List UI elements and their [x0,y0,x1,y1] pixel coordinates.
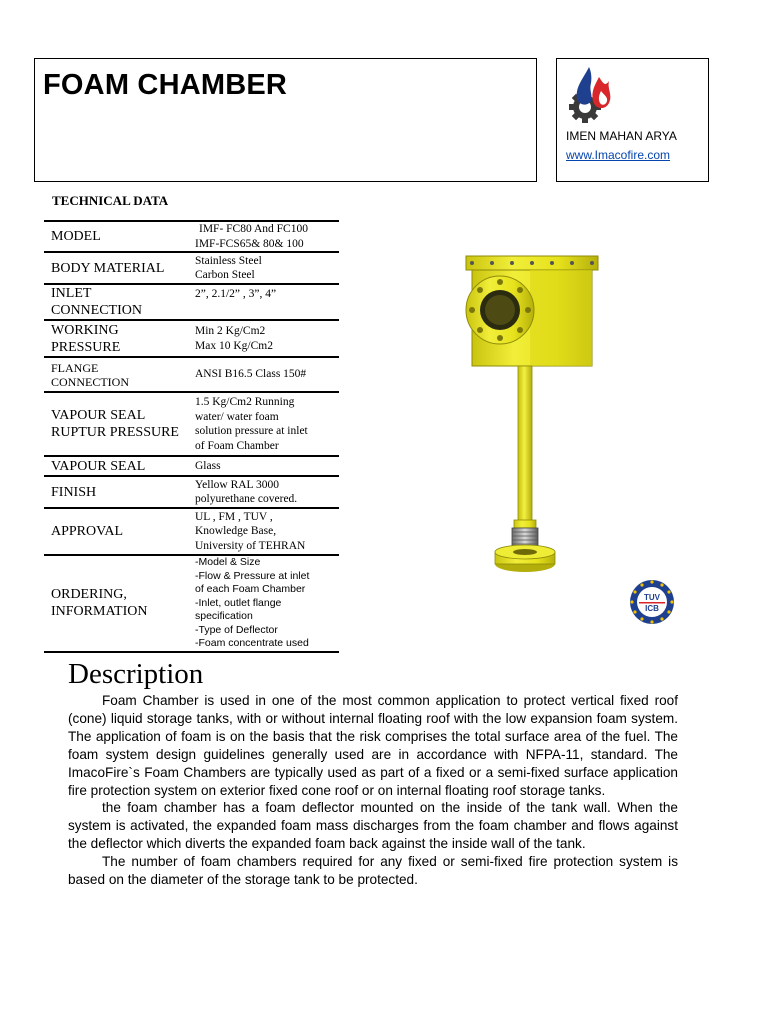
table-row [44,555,339,652]
row-value: ANSI B16.5 Class 150# [195,357,339,392]
website-link[interactable]: www.Imacofire.com [566,148,671,162]
row-key: FLANGE CONNECTION [44,357,195,392]
company-name: IMEN MAHAN ARYA [566,129,677,143]
row-key: APPROVAL [44,508,195,555]
row-key: VAPOUR SEAL RUPTUR PRESSURE [44,392,195,456]
table-row [44,456,339,476]
row-value: Stainless Steel Carbon Steel [195,252,339,284]
row-key: VAPOUR SEAL [44,456,195,476]
row-value: Min 2 Kg/Cm2 Max 10 Kg/Cm2 [195,320,339,357]
badge-bottom-text: ICB [645,604,659,613]
row-key: WORKING PRESSURE [44,320,195,357]
badge-top-text: TUV [644,593,660,602]
row-value: IMF- FC80 And FC100 IMF-FCS65& 80& 100 [195,221,339,252]
row-value: Glass [195,456,339,476]
table-row [44,221,339,252]
foam-chamber-product-image [460,252,610,582]
table-row [44,508,339,555]
imaco-logo-icon [565,65,617,127]
company-logo-box [556,58,709,182]
table-row [44,320,339,357]
row-key: FINISH [44,476,195,508]
title-box [34,58,537,182]
row-value: UL , FM , TUV , Knowledge Base, University of TEHRAN [195,508,339,555]
row-key: INLET CONNECTION [44,284,195,320]
page-title: FOAM CHAMBER [43,69,288,101]
description-paragraph: The number of foam chambers required for any fixed or semi-fixed fire protection system is based on the diameter of the storage tank to be protected. [68,854,678,888]
tuv-icb-badge-icon [624,578,680,626]
row-value: Yellow RAL 3000 polyurethane covered. [195,476,339,508]
row-value: 1.5 Kg/Cm2 Running water/ water foam solution pressure at inlet of Foam Chamber [195,392,339,456]
description-heading: Description [68,658,204,690]
table-row [44,357,339,392]
table-row [44,476,339,508]
table-row [44,252,339,284]
row-value: -Model & Size -Flow & Pressure at inlet of each Foam Chamber -Inlet, outlet flange specification -Type of Deflector -Foam concentrate used [195,555,339,652]
description-paragraph: the foam chamber has a foam deflector mounted on the inside of the tank wall. When the system is activated, the expanded foam mass discharges from the foam chamber and flows against the deflector which diverts the expanded foam back against the inside wall of the tank. [68,800,678,852]
table-row [44,284,339,320]
row-key: ORDERING, INFORMATION [44,555,195,652]
row-value: 2”, 2.1/2” , 3”, 4” [195,284,339,320]
technical-data-table [44,220,339,653]
technical-data-heading: TECHNICAL DATA [52,193,169,208]
description-body [68,692,678,889]
description-paragraph: Foam Chamber is used in one of the most common application to protect vertical fixed roof (cone) liquid storage tanks, with or without internal floating roof with the low expansion foam system. The application of foam is on the basis that the risk comprises the total surface area of the fuel. The foam system design guidelines generally used are in accordance with NFPA-11, standard. The ImacoFire`s Foam Chambers are typically used as part of a fixed or a semi-fixed surface application fire protection system on exterior fixed cone roof or on internal floating roof storage tanks. [68,693,678,798]
row-key: MODEL [44,221,195,252]
row-key: BODY MATERIAL [44,252,195,284]
table-row [44,392,339,456]
